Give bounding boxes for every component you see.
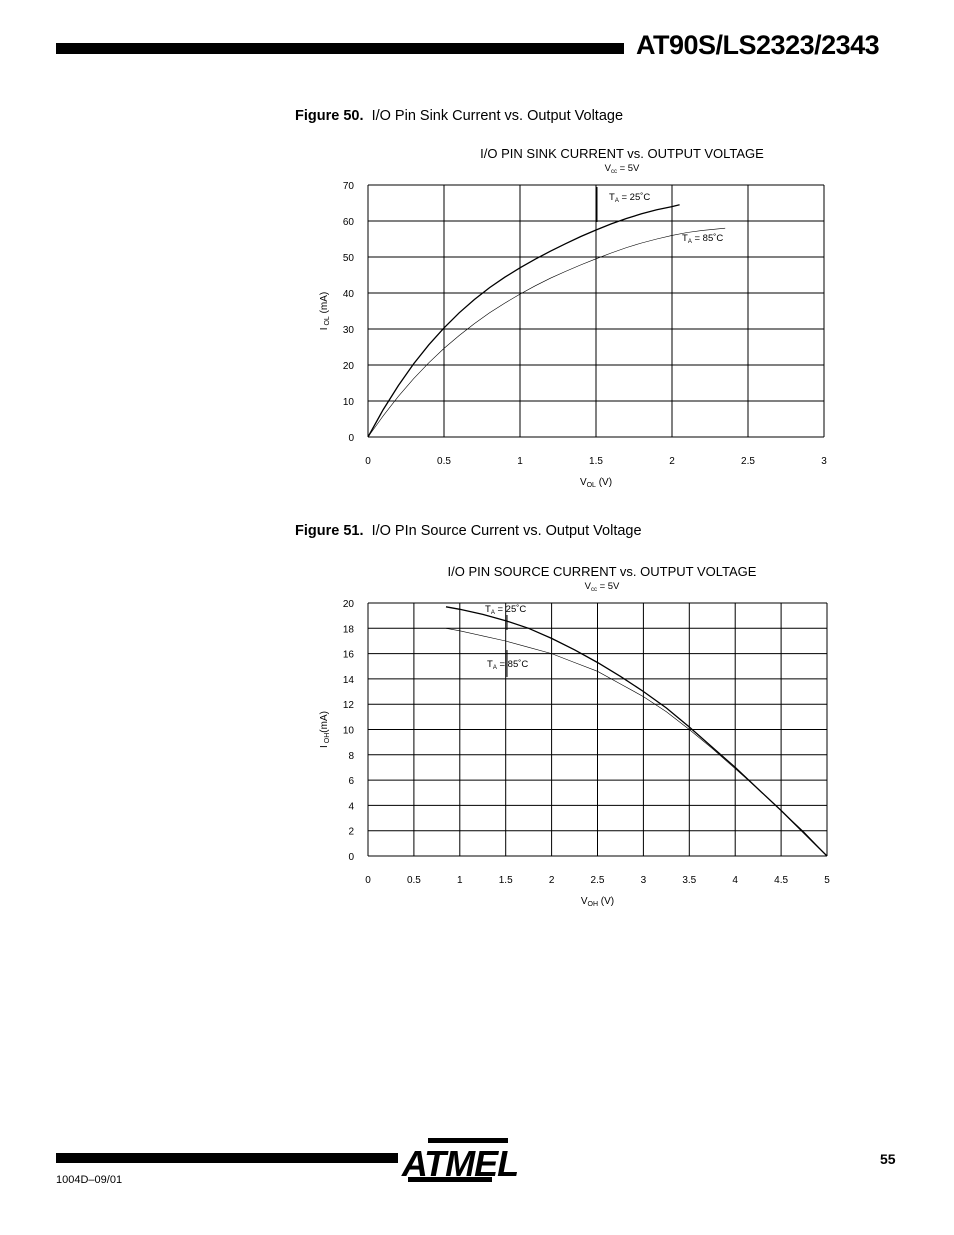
svg-text:ATMEL: ATMEL — [401, 1143, 519, 1184]
x-tick-label: 1.5 — [589, 456, 603, 467]
x-tick-label: 3 — [821, 456, 827, 467]
x-tick-label: 3.5 — [682, 875, 697, 886]
figure-50-label: Figure 50. — [295, 108, 364, 124]
chart-title: I/O PIN SOURCE CURRENT vs. OUTPUT VOLTAGE — [447, 564, 757, 579]
x-tick-label: 2 — [548, 875, 555, 886]
y-tick-label: 14 — [342, 674, 354, 686]
series-label-85c: $T_A$ = 85˚C — [487, 659, 529, 671]
document-title: AT90S/LS2323/2343 — [636, 30, 880, 60]
y-tick-label: 2 — [348, 826, 354, 838]
chart-title: I/O PIN SINK CURRENT vs. OUTPUT VOLTAGE — [480, 146, 764, 161]
footer-rule — [56, 1153, 398, 1163]
y-tick-label: 18 — [342, 624, 354, 636]
x-tick-label: 0.5 — [406, 875, 421, 886]
y-tick-label: 20 — [342, 599, 354, 610]
series-label-25c: $T_A$ = 25˚C — [485, 604, 527, 616]
header-rule — [56, 43, 624, 54]
series-line-25c — [368, 205, 680, 437]
y-tick-label: 6 — [348, 776, 354, 788]
sink-current-chart — [0, 140, 954, 510]
x-tick-label: 2 — [669, 456, 675, 467]
figure-50-text: I/O Pin Sink Current vs. Output Voltage — [371, 108, 624, 124]
x-tick-label: 0 — [365, 875, 371, 886]
y-tick-label: 0 — [348, 852, 354, 863]
y-tick-label: 70 — [342, 181, 354, 192]
y-tick-label: 4 — [348, 801, 354, 813]
y-tick-label: 16 — [342, 649, 354, 661]
x-tick-label: 2.5 — [741, 456, 755, 467]
source-current-chart — [0, 560, 954, 920]
y-tick-label: 8 — [348, 750, 354, 762]
x-axis-label: $V_{OH}$ (V) — [580, 896, 615, 908]
series-label-25c: $T_A$ = 25˚C — [609, 192, 651, 204]
document-code: 1004D–09/01 — [56, 1174, 123, 1186]
figure-50-caption — [295, 108, 623, 124]
series-label-85c: $T_A$ = 85˚C — [682, 233, 724, 245]
x-tick-label: 1 — [517, 456, 523, 467]
y-tick-label: 50 — [342, 253, 354, 264]
y-tick-label: 40 — [342, 289, 354, 300]
figure-51-label: Figure 51. — [295, 523, 364, 539]
x-tick-label: 1 — [457, 875, 463, 886]
x-tick-label: 0 — [365, 456, 371, 467]
y-tick-label: 20 — [342, 361, 354, 372]
y-tick-label: 30 — [342, 325, 354, 336]
series-line-25c — [446, 607, 827, 856]
figure-51-text: I/O PIn Source Current vs. Output Voltage — [371, 523, 642, 539]
x-tick-label: 5 — [824, 875, 830, 886]
x-axis-label: $V_{OL}$ (V) — [579, 477, 613, 489]
y-axis-label: I $_{OL}$ (mA) — [319, 291, 331, 331]
y-tick-label: 10 — [342, 725, 354, 737]
y-tick-label: 0 — [348, 433, 354, 444]
x-tick-label: 4 — [732, 875, 738, 886]
figure-51-caption — [295, 523, 642, 539]
x-tick-label: 2.5 — [590, 875, 605, 886]
page-number: 55 — [880, 1151, 896, 1167]
chart-subtitle: $V_{cc} = 5V$ — [604, 163, 640, 175]
atmel-logo-icon — [401, 1136, 519, 1188]
x-tick-label: 0.5 — [437, 456, 451, 467]
x-tick-label: 4.5 — [774, 875, 789, 886]
y-tick-label: 60 — [342, 217, 354, 228]
x-tick-label: 1.5 — [498, 875, 513, 886]
y-tick-label: 12 — [342, 700, 354, 712]
y-tick-label: 10 — [342, 397, 354, 408]
y-axis-label: I $_{OH}$(mA) — [319, 711, 331, 748]
x-tick-label: 3 — [640, 875, 647, 886]
chart-subtitle: $V_{cc} = 5V$ — [584, 581, 620, 593]
